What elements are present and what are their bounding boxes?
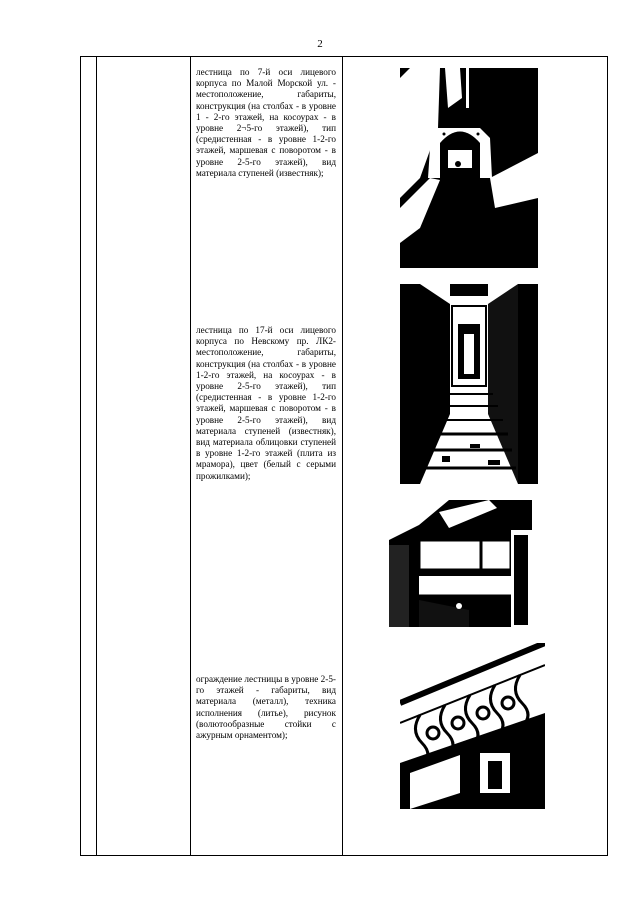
table-top-border [80,56,608,57]
photo-cast-iron-railing [400,643,545,809]
table-col-line-4 [342,56,343,856]
row-1-description: лестница по 7-й оси лицевого корпуса по Малой Морской ул. - местоположение, габариты, конструкция (на столбах - в уровне 1 - 2-го этажей, на косоурах - в уровне 2¬5-го этажей), тип (средистенная - в уровне 1-2-го этажей, маршевая с поворотом - в уровне 2-5-го этажей), вид материала ступеней (известняк); [196,67,336,178]
table-col-line-5 [607,56,608,856]
table-col-line-3 [190,56,191,856]
row-2-description: лестница по 17-й оси лицевого корпуса по Невскому пр. ЛК2-местоположение, габариты, конструкция (на столбах - в уровне 1-2-го этажей, на косоурах - в уровне 2-5-го этажей), тип (средистенная - в уровне 1-2-го этажей, маршевая с поворотом - в уровне 2-5-го этажей), вид материала ступеней (известняк), вид материала облицовки ступеней в уровне 1-2-го этажей (плита из мрамора), цвет (белый с серыми прожилками); [196,325,336,481]
photo-staircase-stone-arch [400,68,538,268]
page-number: 2 [317,38,323,50]
table-bottom-border [80,855,608,856]
table-col-line-1 [80,56,81,856]
row-3-description: ограждение лестницы в уровне 2-5-го этажей - габариты, вид материала (металл), техника исполнения (литье), рисунок (волютообразные стойки с ажурным орнаментом); [196,674,336,741]
table-col-line-2 [96,56,97,856]
photo-staircase-marble-flight [400,284,538,484]
photo-staircase-window-landing [389,500,532,627]
